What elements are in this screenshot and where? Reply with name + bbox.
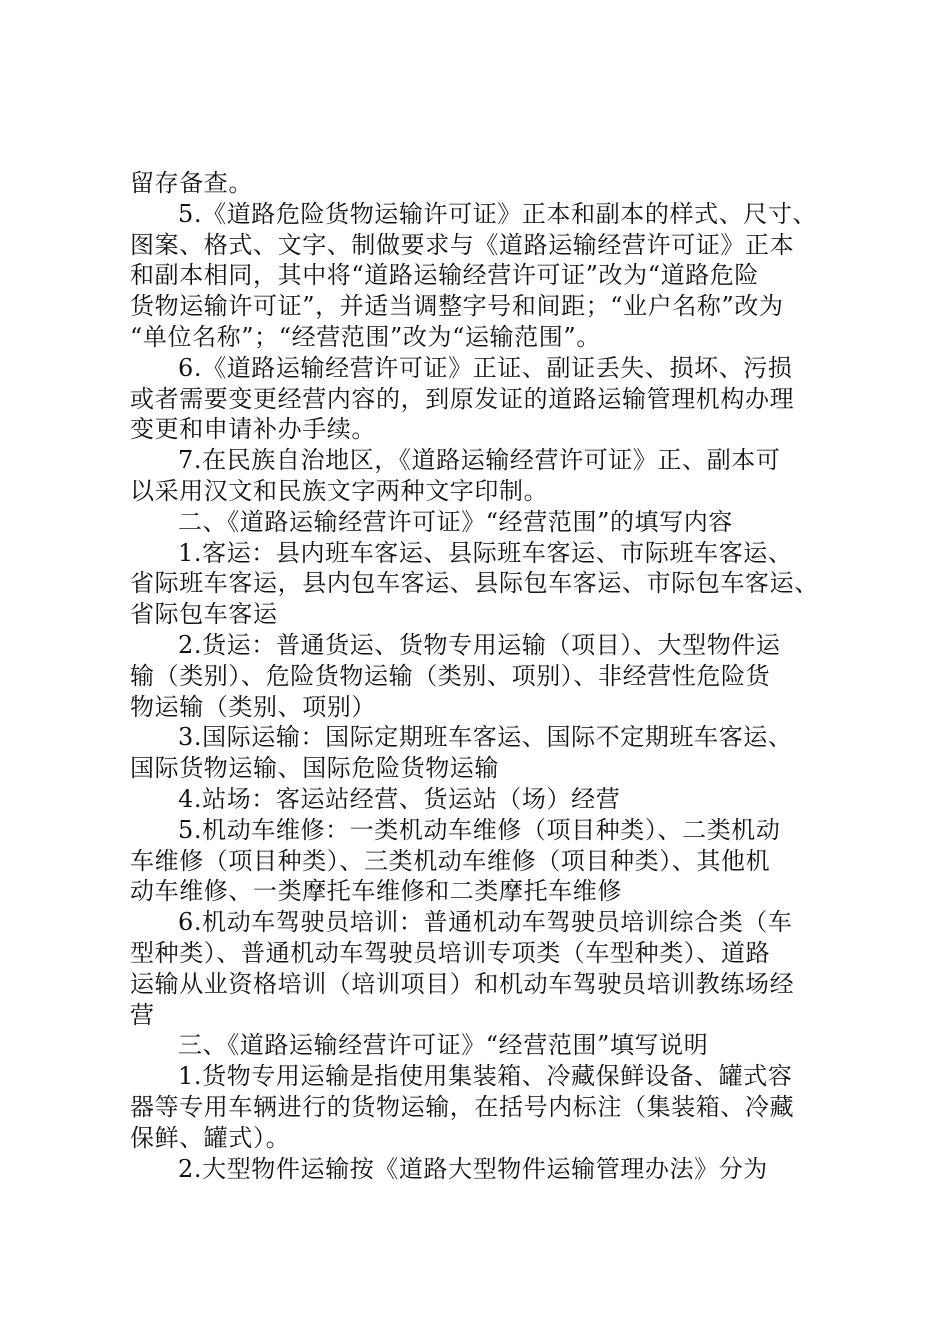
text-line: 变更和申请补办手续。 xyxy=(130,415,376,444)
text-line: 国际货物运输、国际危险货物运输 xyxy=(130,754,499,783)
text-line: 6.机动车驾驶员培训：普通机动车驾驶员培训综合类（车 xyxy=(178,908,793,937)
section-heading: 三、《道路运输经营许可证》“经营范围”填写说明 xyxy=(178,1031,709,1060)
text-line: 1.客运：县内班车客运、县际班车客运、市际班车客运、 xyxy=(178,538,793,567)
text-line: 动车维修、一类摩托车维修和二类摩托车维修 xyxy=(130,877,622,906)
text-line: 3.国际运输：国际定期班车客运、国际不定期班车客运、 xyxy=(178,723,793,752)
text-line: 型种类）、普通机动车驾驶员培训专项类（车型种类）、道路 xyxy=(130,938,771,967)
text-line: 物运输（类别、项别） xyxy=(130,692,376,721)
text-line: 2.大型物件运输按《道路大型物件运输管理办法》分为 xyxy=(178,1154,768,1183)
text-line: 省际班车客运，县内包车客运、县际包车客运、市际包车客运、 xyxy=(130,569,819,598)
text-line: 营 xyxy=(130,1000,155,1029)
document-body xyxy=(130,168,835,1184)
text-line: 和副本相同，其中将“道路运输经营许可证”改为“道路危险 xyxy=(130,261,760,290)
text-line: 6.《道路运输经营许可证》正证、副证丢失、损坏、污损 xyxy=(178,353,793,382)
text-line: 运输从业资格培训（培训项目）和机动车驾驶员培训教练场经 xyxy=(130,969,795,998)
text-line: 以采用汉文和民族文字两种文字印制。 xyxy=(130,476,549,505)
text-line: 5.机动车维修：一类机动车维修（项目种类）、二类机动 xyxy=(178,815,781,844)
text-line: 图案、格式、文字、制做要求与《道路运输经营许可证》正本 xyxy=(130,230,795,259)
text-line: 2.货运：普通货运、货物专用运输（项目）、大型物件运 xyxy=(178,630,781,659)
text-line: 5.《道路危险货物运输许可证》正本和副本的样式、尺寸、 xyxy=(178,199,818,228)
text-line: “单位名称”；“经营范围”改为“运输范围”。 xyxy=(130,322,601,351)
text-line: 7.在民族自治地区，《道路运输经营许可证》正、副本可 xyxy=(178,446,781,475)
text-line: 车维修（项目种类）、三类机动车维修（项目种类）、其他机 xyxy=(130,846,771,875)
text-line: 省际包车客运 xyxy=(130,600,278,629)
text-line: 输（类别）、危险货物运输（类别、项别）、非经营性危险货 xyxy=(130,661,771,690)
text-line: 留存备查。 xyxy=(130,169,253,197)
text-line: 货物运输许可证”，并适当调整字号和间距；“业户名称”改为 xyxy=(130,292,784,321)
section-heading: 二、《道路运输经营许可证》“经营范围”的填写内容 xyxy=(178,507,733,536)
text-line: 4.站场：客运站经营、货运站（场）经营 xyxy=(178,784,621,813)
text-line: 或者需要变更经营内容的，到原发证的道路运输管理机构办理 xyxy=(130,384,795,413)
text-line: 器等专用车辆进行的货物运输，在括号内标注（集装箱、冷藏 xyxy=(130,1092,795,1121)
text-line: 1.货物专用运输是指使用集装箱、冷藏保鲜设备、罐式容 xyxy=(178,1062,793,1091)
text-line: 保鲜、罐式）。 xyxy=(130,1123,291,1152)
